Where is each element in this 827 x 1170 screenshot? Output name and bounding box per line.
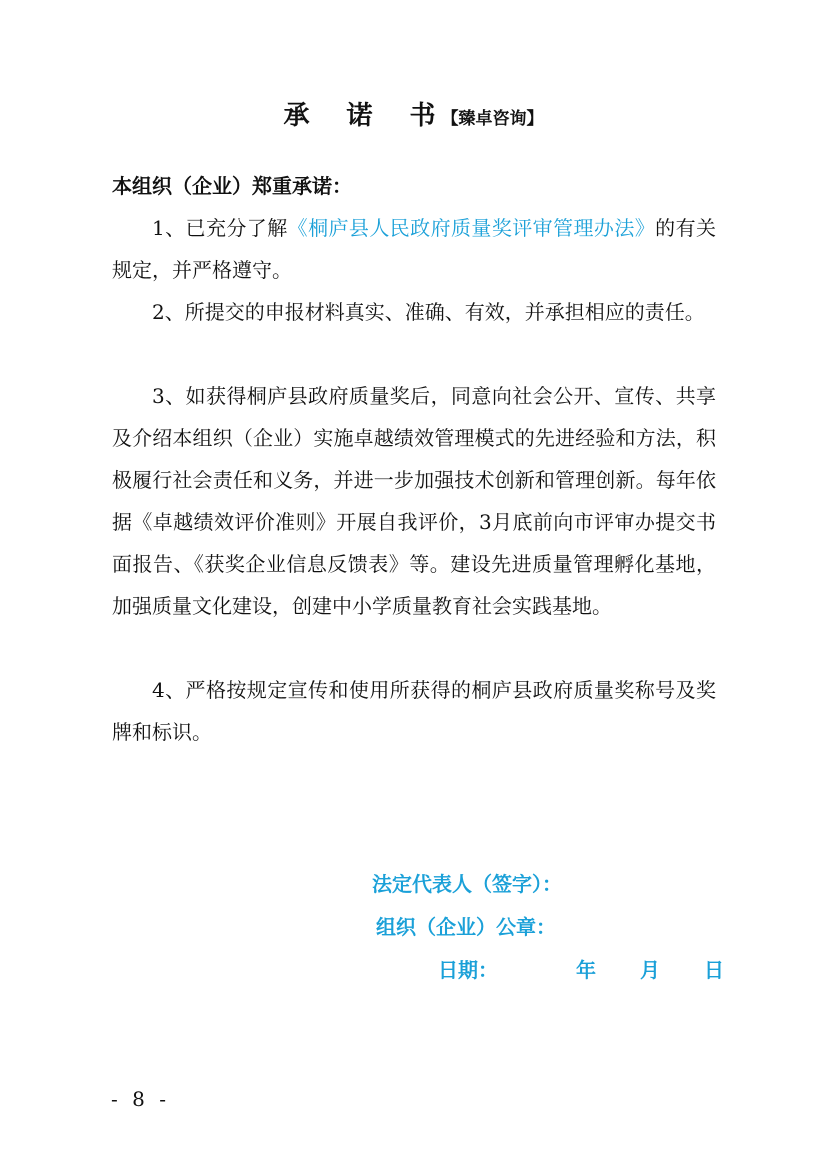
title-main: 承 诺 书 <box>283 101 450 131</box>
date-day-label: 日 <box>704 958 724 982</box>
item-1-prefix: 1、已充分了解 <box>152 216 288 240</box>
commitment-item-2: 2、所提交的申报材料真实、准确、有效，并承担相应的责任。 <box>152 300 705 324</box>
date-label: 日期： <box>438 958 498 982</box>
commitment-item-4: 4、严格按规定宣传和使用所获得的桐庐县政府质量奖称号及奖牌和标识。 <box>112 678 716 744</box>
commitment-item-3: 3、如获得桐庐县政府质量奖后，同意向社会公开、宣传、共享及介绍本组织（企业）实施卓越绩效管理模式的先进经验和方法，积极履行社会责任和义务，并进一步加强技术创新和管理创新。每年依据《卓越绩效评价准则》开展自我评价，3月底前向市评审办提交书面报告、《获奖企业信息反馈表》等。建设先进质量管理孵化基地，加强质量文化建设，创建中小学质量教育社会实践基地。 <box>112 384 716 618</box>
title-source-tag: 【臻卓咨询】 <box>441 109 544 129</box>
intro-line: 本组织（企业）郑重承诺： <box>112 174 352 198</box>
date-year-label: 年 <box>576 958 596 982</box>
page-number: - 8 - <box>111 1087 170 1111</box>
representative-signature-label: 法定代表人（签字）： <box>372 872 562 896</box>
company-seal-label: 组织（企业）公章： <box>376 915 556 939</box>
item-1-suffix: 的有关规定，并严格遵守。 <box>112 216 717 282</box>
date-month-label: 月 <box>640 958 660 982</box>
document-title <box>0 100 827 135</box>
date-line <box>438 956 724 984</box>
regulation-link[interactable]: 《桐庐县人民政府质量奖评审管理办法》 <box>287 216 656 240</box>
commitment-item-1 <box>112 207 716 291</box>
